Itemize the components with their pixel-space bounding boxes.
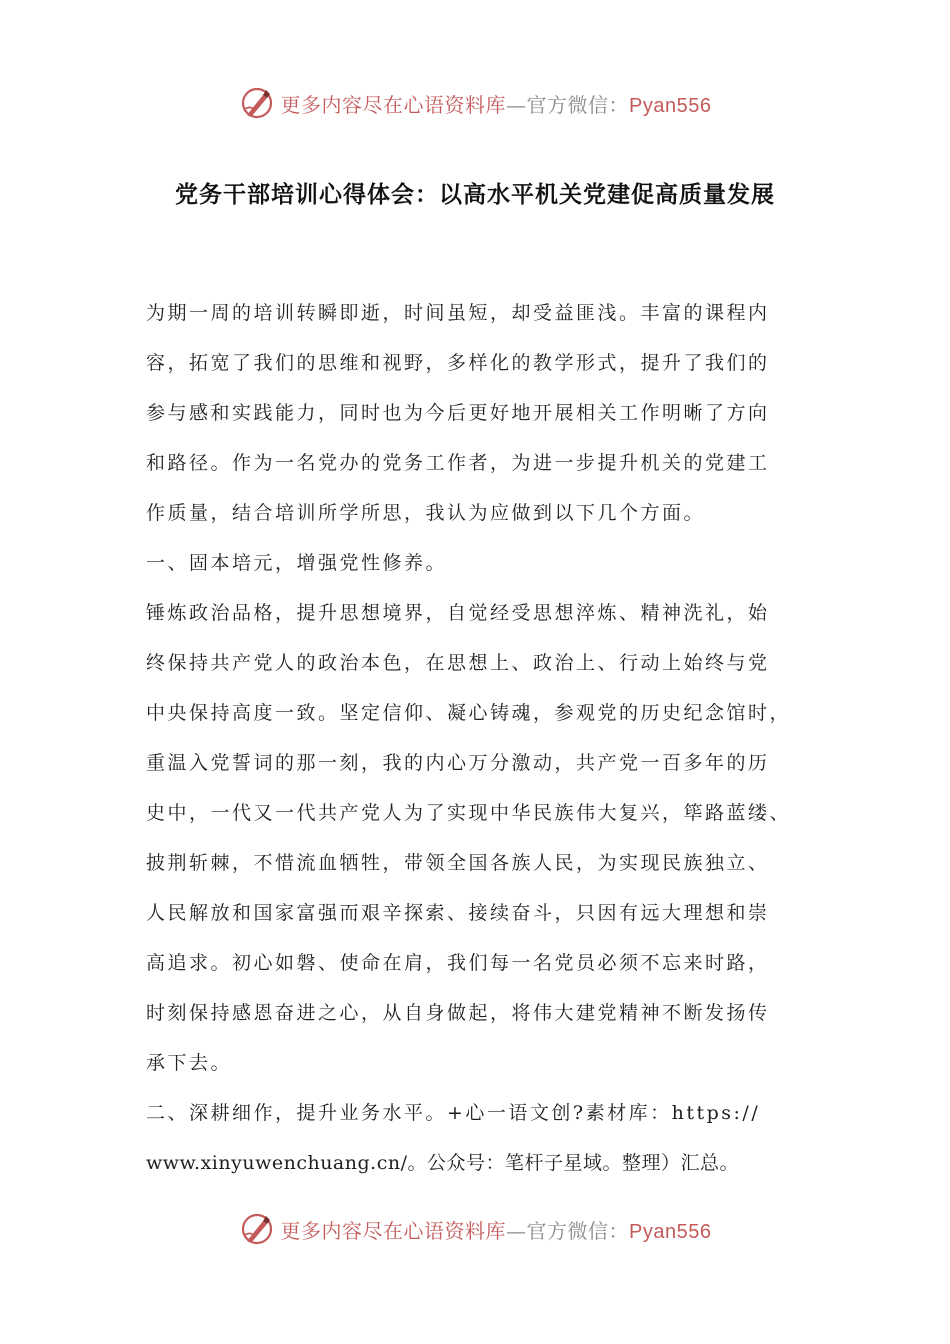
text-line: 容，拓宽了我们的思维和视野，多样化的教学形式，提升了我们的 [146, 352, 770, 374]
text-line: 和路径。作为一名党办的党务工作者，为进一步提升机关的党建工 [146, 452, 770, 474]
text-line: 作质量，结合培训所学所思，我认为应做到以下几个方面。 [146, 502, 706, 524]
section-heading-2: 二、深耕细作，提升业务水平。+心一语文创?素材库：https:// [146, 1102, 761, 1124]
section-heading-1: 一、固本培元，增强党性修养。 [146, 552, 448, 574]
text-line: 中央保持高度一致。坚定信仰、凝心铸魂，参观党的历史纪念馆时， [146, 702, 792, 724]
text-line: 重温入党誓词的那一刻，我的内心万分激动，共产党一百多年的历 [146, 752, 770, 774]
text-line: 为期一周的培训转瞬即逝，时间虽短，却受益匪浅。丰富的课程内 [146, 302, 770, 324]
text-line: 史中，一代又一代共产党人为了实现中华民族伟大复兴，筚路蓝缕、 [146, 802, 792, 824]
footer-watermark-banner [0, 1204, 950, 1254]
text-line: 承下去。 [146, 1052, 233, 1074]
watermark-text: 更多内容尽在心语资料库—官方微信：Pyan556 [280, 92, 712, 117]
document-body [146, 288, 822, 1188]
pen-nib-logo-icon [239, 85, 275, 121]
text-line: 人民解放和国家富强而艰辛探索、接续奋斗，只因有远大理想和崇 [146, 902, 770, 924]
watermark-text: 更多内容尽在心语资料库—官方微信：Pyan556 [280, 1218, 712, 1243]
source-url-line: www.xinyuwenchuang.cn/。公众号：笔杆子星域。整理）汇总。 [146, 1152, 739, 1174]
text-line: 终保持共产党人的政治本色，在思想上、政治上、行动上始终与党 [146, 652, 770, 674]
pen-nib-logo-icon [239, 1211, 275, 1247]
text-line: 时刻保持感恩奋进之心，从自身做起，将伟大建党精神不断发扬传 [146, 1002, 770, 1024]
text-line: 参与感和实践能力，同时也为今后更好地开展相关工作明晰了方向 [146, 402, 770, 424]
text-line: 披荆斩棘，不惜流血牺牲，带领全国各族人民，为实现民族独立、 [146, 852, 770, 874]
text-line: 锤炼政治品格，提升思想境界，自觉经受思想淬炼、精神洗礼，始 [146, 602, 770, 624]
document-title: 党务干部培训心得体会：以高水平机关党建促高质量发展 [175, 182, 775, 208]
header-watermark-banner [0, 78, 950, 128]
text-line: 高追求。初心如磐、使命在肩，我们每一名党员必须不忘来时路， [146, 952, 770, 974]
